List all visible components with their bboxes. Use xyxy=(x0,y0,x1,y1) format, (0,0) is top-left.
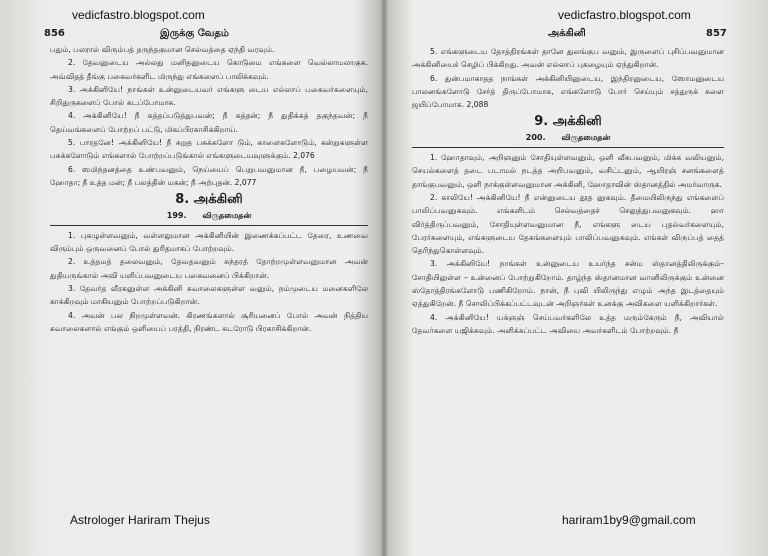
section-heading xyxy=(412,131,724,144)
paragraph: 3. தேவர்த வீரகனுள்ள அக்கினி சுவாலைகளுள்ள வனும், நம்முடைய மனைகளிலே காக்கிறவும் மாகியனும் போற்றப்படுகிறான். xyxy=(50,284,368,307)
running-title: இருக்கு வேதம் xyxy=(160,28,229,39)
paragraph: 2. காலியே! அக்கினியே! நீ என்னுடைய தூத னுகவும். தீமையிலிருந்து எங்களைப் பாலிப்பவனுகவும். எங்களிடம் செல்வத்தைச் செலுத்துபவனுகவும். ஹா விர்த்திருப்பவனும், சோதியுள்ளவனுமான நீ, எங்களு டைய புதல்வர்களையும், பேரர்களையும், எங்களுடைய தேகங்களையும் பாலிப்பவனுகவும். எங்கள் விருப்பத் தைத் தெரிந்துகொள்ளவும். xyxy=(412,192,724,256)
paragraph: 6. துன்பமாகாதத நாங்கள் அக்கினியினுடைய, இந்திரனுடைய, ஸோமனுடைய பாலனங்களோடு சேர்த் திருப்போமாக, எங்களோடு போர் செய்யும் சத்துருக் களை ஜயிப்போமாக. 2,088 xyxy=(412,73,724,110)
chapter-heading: 8. அக்கினி xyxy=(175,192,243,208)
left-page-body xyxy=(50,43,368,335)
paragraph: 4. அக்கினியே! யக்ஞஞ் செய்பவர்களிலே உத்த மரும்கேரும் நீ, அவியால் தேவர்களை யஜிக்கவும். அளிக்கப்பட்ட அவியை அவர்களிடம் போற்றவும். நீ xyxy=(412,312,724,335)
section-number: 200. xyxy=(525,132,546,142)
paragraph: 6. ஸமிந்தனத்தை உண்பவனும், நெய்யைப் பெறுபவனுமான நீ, பழையவன்; நீ ஹோதா; நீ உத்த மன்; நீ பலத்தின் மகன்; நீ அற்புதன். 2,077 xyxy=(50,164,368,187)
paragraph: 4. அவன் பல நிறமுள்ளவன். கிரணங்களால் சூரியனைப் போல் அவன் நித்திய சுவாலைகளால் எங்கும் ஒளியைப் பரத்தி, நிரண்ட சுடரோடு பிரகாசிக்கிறான். xyxy=(50,310,368,333)
watermark: vedicfastro.blogspot.com xyxy=(558,8,691,22)
section-number: 199. xyxy=(166,210,187,220)
paragraph: 2. உத்தமத் தலைவனும், தேவதவனும் சுந்தரத் தோற்றமுள்ளவனுமான அவன் துதியருங்கால் அவி யளிப்பவனுடைய பகைவனைப் பிக்கிறான். xyxy=(50,257,368,280)
page-number: 857 xyxy=(706,28,727,39)
section-title: விருதமைதன் xyxy=(561,132,611,142)
right-page xyxy=(388,0,768,556)
divider xyxy=(412,147,724,148)
footer-author: Astrologer Hariram Thejus xyxy=(70,513,210,527)
paragraph: 1. ஹோதாவும், அறிஞனும் சோதியுள்ளவனும், ஒளி வீசுபவனும், மிக்க வலியனும், செயல்களைத் தடை படாமல் நடத்த அறிபவனும், வசிட்டனும், ஆயிரஞ் சனங்களைத் தாங்குபவனும், ஒளி நாக்குள்ளவனுமான அக்கினி, ஹோதாவின் ஸ்தானத்தில் அமர்வாருக. xyxy=(412,153,724,189)
right-page-body xyxy=(412,45,724,337)
paragraph: 1. புகழுள்ளவனும், வள்ளலுமான அக்கினியின் இணைக்கப்பட்ட தேரை, உணவை விரும்பும் ஒருவனைப் போல் துரிதமாகப் போற்றவும். xyxy=(50,230,368,254)
paragraph: 5. எங்களுடைய தோத்திரங்கள் தானே துலங்குப வனும், இருளைப் புசிப்பவனுமான அக்கினியைச் செழிப் பிக்கிறது. அவன் எல்லாப் புகழையும் ஏந்துகிறான். xyxy=(412,47,724,70)
page-number: 856 xyxy=(44,28,65,39)
running-title: அக்கினி xyxy=(548,28,586,39)
chapter-heading: 9. அக்கினி xyxy=(534,114,602,130)
watermark: vedicfastro.blogspot.com xyxy=(72,8,205,22)
paragraph: 3. அக்கினியே! நாங்கள் உன்னுடைய உயர்ந்த சன்ம ஸ்தானத்திலிருக்கும்–சோதியிலுள்ள – உன்னைப் போற்றுகிறோம். தாழ்ந்த ஸ்தானமான வானிலிருக்கும் உன்னை ஸ்தோத்திரங்களோடு பணிகிறோம். நான், நீ புவி யிலிருந்து எழும் அந்த இடத்தையும் ஏத்துகிறேன். நீ சொலிப்பிக்கப்பட்டவுடன் அறிஞர்கள் உனக்கு அவிகளை யளிக்கிறார்கள். xyxy=(412,259,724,309)
paragraph: பதும், பலரால் விரும்பத் தருந்தகுமான செல்வத்தை ஏந்தி வரவும். xyxy=(50,45,275,54)
divider xyxy=(50,225,368,226)
paragraph: 5. பாரதனே! அக்கினியே! நீ சுறுத பசுக்களோ டும், காளைகளோடும், கன்றுகளுள்ள பசுக்களோடும் எங்களால் போற்றப்படுங்கால் எங்களுடையவுளுக்கும். 2,076 xyxy=(50,138,368,161)
section-heading xyxy=(50,209,368,222)
paragraph: 4. அக்கினியே! நீ சுத்தப்படுத்துபவன்; நீ சுத்தன்; நீ துதிக்கத் தகுந்தவன்; நீ தெய்வங்களைப் போற்றப் பட்டு, மிகப்பிரகாசிக்கிறாய். xyxy=(50,111,368,134)
paragraph: 2. தேவனுடைய அல்லது மனிதனுடைய கொடுமை எங்களை வெல்லாமலாகுக. அவ்விதத் தீங்கு பகைவர்களிட மிருந்து எங்களைப் பாலிக்கவும். xyxy=(50,58,368,81)
paragraph: 3. அக்கினியே! நாங்கள் உன்னுடையவர் எங்களு டைய எல்லாப் பகைவர்களையும், சிறிதுருகளைப் போல் கடப்போமாக. xyxy=(50,84,368,108)
footer-email: hariram1by9@gmail.com xyxy=(562,513,696,527)
section-title: விருதமைதன் xyxy=(202,210,252,220)
